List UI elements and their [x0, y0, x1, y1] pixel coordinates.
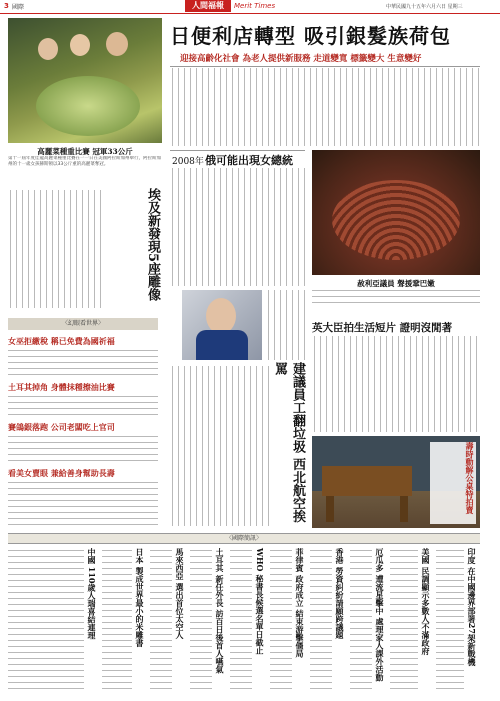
brief-title: 日本 製成世界最小的米雕書 — [135, 548, 145, 647]
divider — [170, 150, 305, 151]
briefs-section-bar: 〈國際簡訊〉 — [8, 533, 480, 544]
sidebar-title: 〈幻眼看世界〉 — [8, 318, 158, 330]
issue-date: 中華民國九十五年六月六日 星期三 — [386, 4, 463, 10]
divider — [170, 66, 480, 67]
uk-body-text — [312, 336, 480, 432]
desk-leg — [400, 496, 408, 522]
lead-headline: 日便利店轉型 吸引銀髮族荷包 — [170, 24, 451, 48]
brief-title: 印度 在中國邊界部署27架新戰機 — [467, 548, 477, 666]
lead-subhead: 迎接高齡化社會 為老人提供新服務 走道變寬 標籤變大 生意變好 — [180, 54, 422, 64]
brief-title: 香港 勞資糾紛請願跨議題 — [335, 548, 345, 639]
sidebar-item-title: 看美女賣眼 兼給善身幫助長壽 — [8, 468, 115, 478]
paper-logo-en: Merit Times — [234, 2, 276, 10]
paper-logo: 人間福報 — [185, 0, 231, 12]
nwa-headline: 建議員工翻垃圾 西北航空挨罵 — [272, 362, 305, 523]
child-face — [106, 32, 128, 56]
putin-body-text-2 — [266, 290, 306, 360]
politician-body — [196, 330, 248, 360]
sidebar-item-title: 女巫拒繳稅 稱已免費為國祈福 — [8, 336, 115, 346]
cabbage-photo — [8, 18, 162, 143]
cabbage-caption-title: 高麗菜種重比賽 冠軍33公斤 — [37, 147, 133, 156]
brief-body — [8, 548, 84, 694]
desk-caption: 壽時動解公桌特拍賣 — [430, 442, 476, 524]
desk-photo — [312, 436, 480, 528]
uk-headline: 英大臣拍生活短片 證明沒閒著 — [312, 322, 453, 334]
brief-body — [350, 548, 372, 694]
brief-title: 厄瓜多 遭流星擊中 處理家人課外活動 — [375, 548, 385, 682]
brief-body — [270, 548, 292, 694]
parliament-caption-title: 赦利亞議員 聲援鞏巴嫩 — [357, 279, 435, 288]
child-face — [70, 34, 90, 56]
sidebar-item-title: 賽鴿銀落跑 公司老闆吃上官司 — [8, 422, 115, 432]
desk-leg — [326, 496, 334, 522]
cabbage-caption-body: 第十一屆年度佳龍高麗菜種重比賽在一一日在美國阿拉斯加州舉行，阿拉斯加州的十一歲女孩赫斯頓以33公斤重的高麗菜奪冠。 — [8, 156, 161, 167]
brief-body — [102, 548, 132, 694]
briefs-area — [8, 548, 480, 694]
brief-title: 美國 民調顯示多數人不滿政府 — [421, 548, 431, 655]
brief-body — [436, 548, 464, 694]
brief-body — [310, 548, 332, 694]
egypt-headline: 埃及新發現5座雕像 — [145, 188, 160, 302]
brief-body — [390, 548, 418, 694]
brief-title: 菲律賓 政府成立 結束游擊僵局 — [295, 548, 305, 658]
brief-title: WHO 秘書長候選名單日截止 — [255, 548, 265, 655]
putin-body-text — [170, 168, 305, 286]
sidebar-item-body — [8, 434, 158, 464]
parliament-seats — [332, 180, 460, 260]
child-face — [38, 38, 58, 60]
brief-body — [230, 548, 252, 694]
brief-title: 馬來西亞 選出首位太空人 — [175, 548, 185, 639]
putin-headline: 俄可能出現女總統 — [205, 154, 293, 167]
sidebar-item-body — [8, 394, 158, 418]
brief-body — [150, 548, 172, 694]
brief-title: 土耳其 新任外長 訪百日後首人嚥氣 — [215, 548, 225, 674]
section-label: 國際 — [12, 4, 25, 11]
desk — [322, 466, 412, 496]
sidebar-item-body — [8, 348, 158, 378]
masthead-bar — [0, 0, 500, 14]
parliament-caption-body — [312, 288, 480, 306]
brief-body — [190, 548, 212, 694]
putin-kicker: 2008年 — [172, 157, 204, 167]
nwa-body-text — [170, 366, 270, 526]
lead-body-text — [170, 68, 480, 146]
cabbage — [36, 76, 140, 136]
politician-face — [206, 298, 236, 334]
egypt-body-text — [8, 190, 106, 308]
brief-title: 中國 110歲人瑞喜結連理 — [87, 548, 97, 640]
sidebar-item-title: 土耳其掉角 身體抹種擦油比賽 — [8, 382, 115, 392]
politician-photo — [182, 290, 262, 360]
parliament-photo — [312, 150, 480, 275]
page-number: 3 — [4, 2, 9, 10]
sidebar-item-body — [8, 480, 158, 528]
